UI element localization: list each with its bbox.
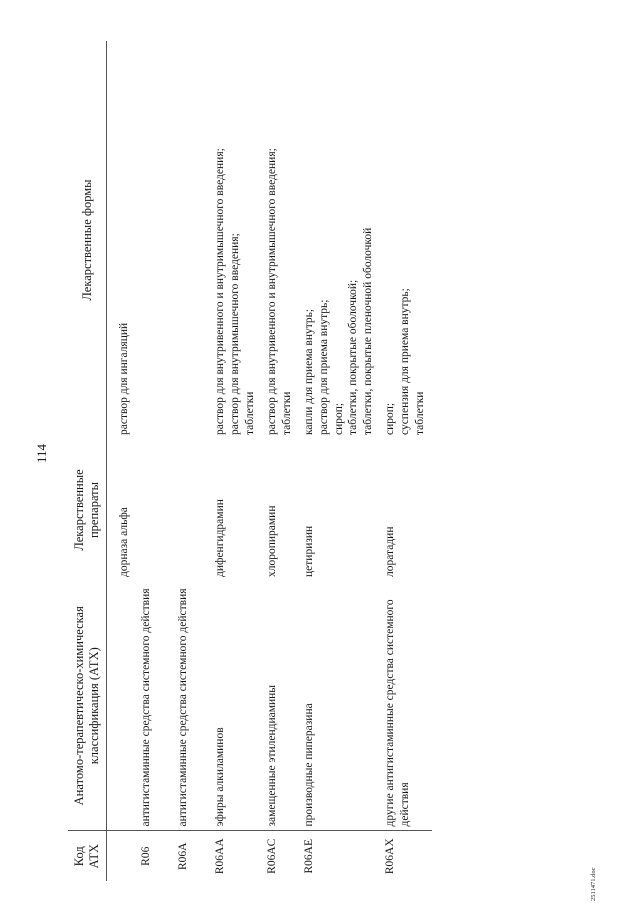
dosage-forms bbox=[136, 41, 173, 439]
dosage-form-line: таблетки bbox=[280, 391, 293, 435]
dosage-form-line: сироп; bbox=[332, 402, 345, 435]
dosage-form-line: таблетки bbox=[243, 391, 256, 435]
dosage-form-line: раствор для приема внутрь; bbox=[317, 299, 330, 435]
drug-name: хлоропирамин bbox=[265, 505, 278, 577]
page-number: 114 bbox=[34, 443, 49, 463]
header-drugs: Лекарственные препараты bbox=[68, 439, 107, 581]
atc-code: R06A bbox=[173, 831, 210, 881]
dosage-forms bbox=[173, 41, 210, 439]
atc-code: R06 bbox=[136, 831, 173, 881]
dosage-form-line: раствор для внутривенного и внутримышечного введения; bbox=[213, 148, 226, 435]
dosage-form-line: таблетки bbox=[414, 391, 427, 435]
atc-classification: антигистаминные средства системного действия bbox=[139, 588, 152, 827]
table-row bbox=[107, 41, 136, 881]
drug-name: дорназа альфа bbox=[118, 507, 130, 577]
dosage-form-line: таблетки, покрытые пленочной оболочкой bbox=[362, 227, 375, 435]
dosage-forms bbox=[299, 41, 381, 439]
table-row bbox=[299, 41, 381, 881]
dosage-form-line: таблетки, покрытые оболочкой; bbox=[347, 279, 360, 435]
dosage-form-line: капли для приема внутрь; bbox=[302, 308, 315, 435]
atc-classification bbox=[107, 581, 136, 831]
document-filename: 2511471.doc bbox=[590, 867, 597, 901]
drug-name bbox=[136, 439, 173, 581]
table-row bbox=[380, 41, 432, 881]
atc-code: R06AC bbox=[262, 831, 299, 881]
atc-classification: другие антигистаминные средства системного действия bbox=[384, 599, 412, 827]
dosage-form-line: суспензия для приема внутрь; bbox=[399, 288, 412, 435]
table-body bbox=[107, 41, 433, 881]
atc-classification: замещенные этилендиамины bbox=[265, 684, 278, 827]
table-row bbox=[173, 41, 210, 881]
drug-name: лоратадин bbox=[384, 526, 397, 577]
header-code: Код АТХ bbox=[68, 831, 107, 881]
dosage-form-line: сироп; bbox=[384, 402, 397, 435]
dosage-form-line: раствор для ингаляций bbox=[118, 322, 130, 435]
drug-name: цетиризин bbox=[302, 525, 315, 577]
table-row bbox=[136, 41, 173, 881]
atc-classification: антигистаминные средства системного действия bbox=[176, 588, 189, 827]
header-classification: Анатомо-терапевтическо-химическая классификация (АТХ) bbox=[68, 581, 107, 831]
atc-code: R06AX bbox=[380, 831, 432, 881]
dosage-form-line: раствор для внутримышечного введения; bbox=[228, 233, 241, 435]
dosage-forms bbox=[380, 41, 432, 439]
atc-classification: эфиры алкиламинов bbox=[213, 727, 226, 827]
atc-drug-table bbox=[68, 41, 432, 881]
atc-code: R06AE bbox=[299, 831, 381, 881]
atc-code bbox=[107, 831, 136, 881]
dosage-forms bbox=[210, 41, 262, 439]
table-header-row bbox=[68, 41, 107, 881]
dosage-forms bbox=[262, 41, 299, 439]
table-row bbox=[262, 41, 299, 881]
drug-name: дифенгидрамин bbox=[213, 499, 226, 577]
atc-classification: производные пиперазина bbox=[302, 703, 315, 827]
header-forms: Лекарственные формы bbox=[68, 41, 107, 439]
drug-name bbox=[173, 439, 210, 581]
table-row bbox=[210, 41, 262, 881]
dosage-forms bbox=[107, 41, 136, 439]
atc-code: R06AA bbox=[210, 831, 262, 881]
dosage-form-line: раствор для внутривенного и внутримышечного введения; bbox=[265, 148, 278, 435]
